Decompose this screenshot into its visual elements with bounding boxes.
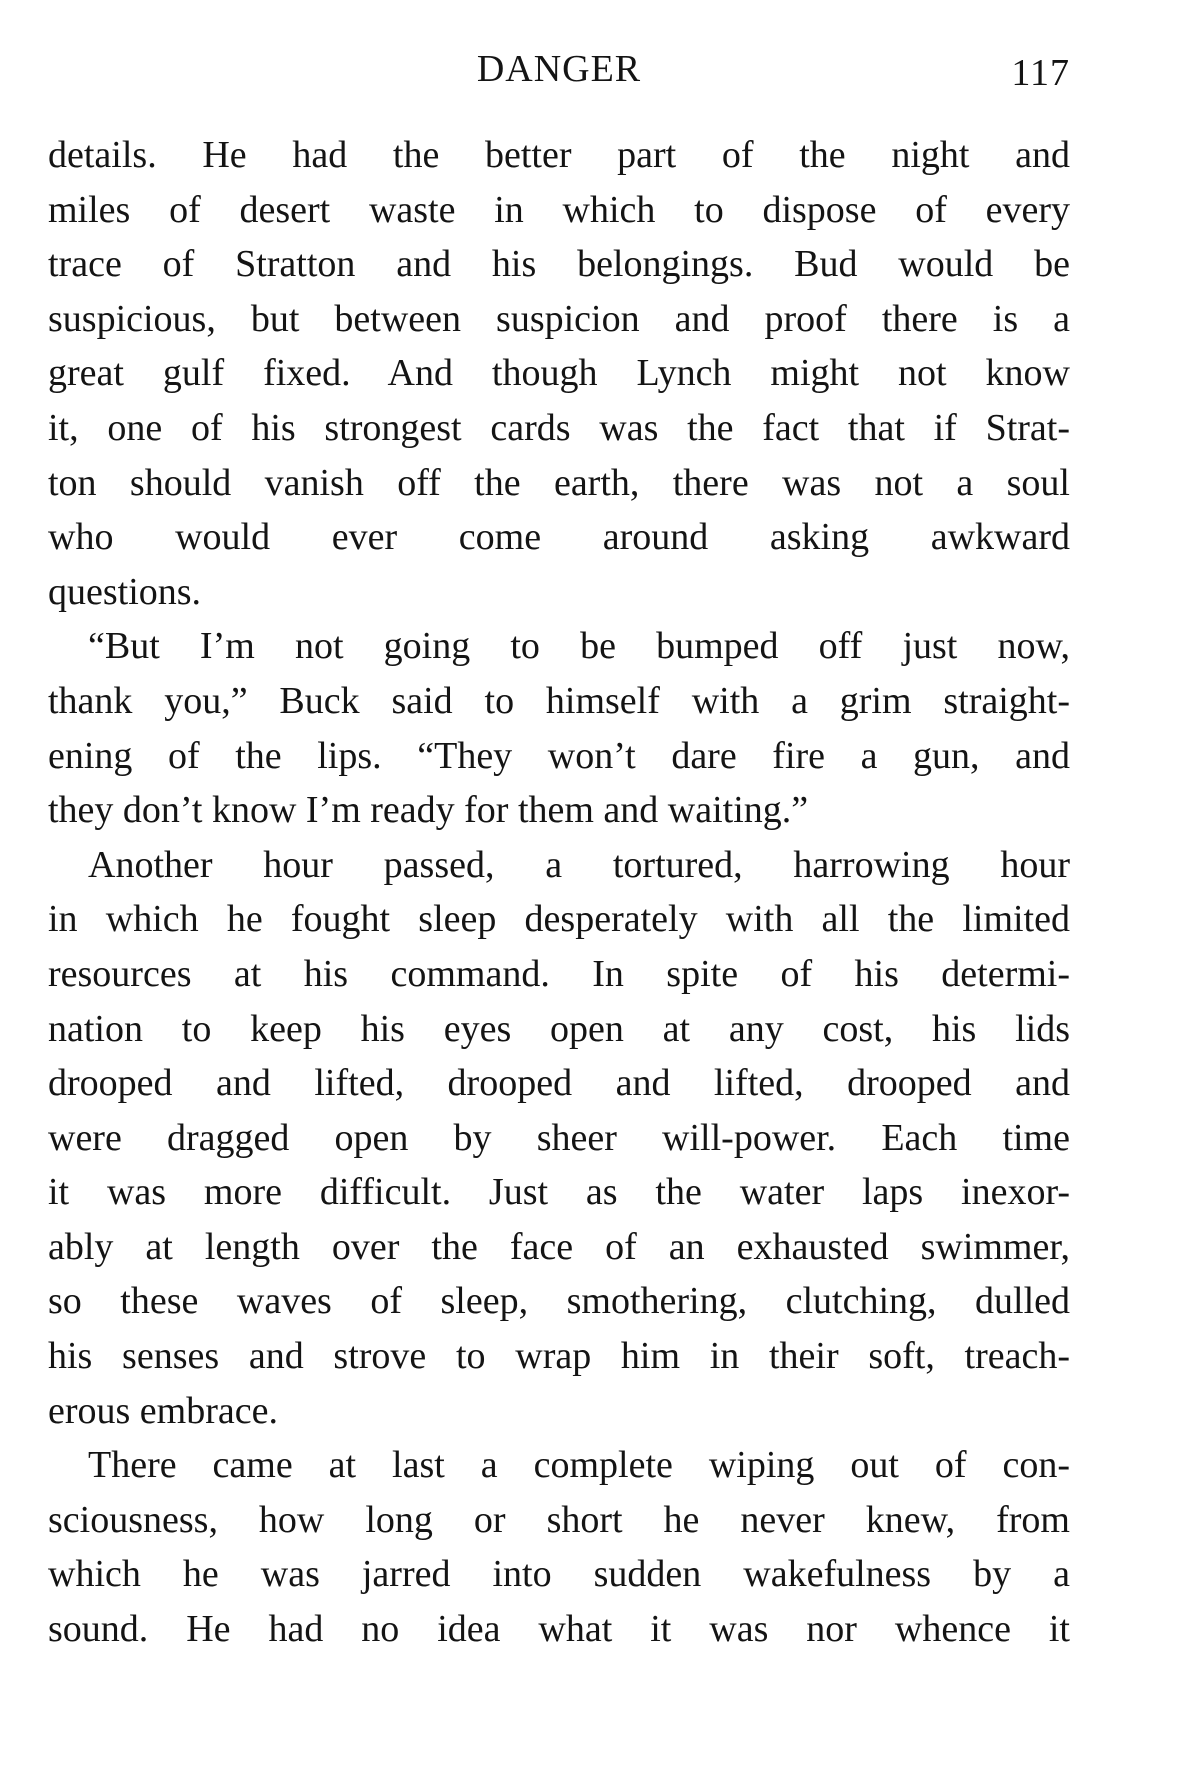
text-line: resources at his command. In spite of his determi- [48, 952, 1070, 995]
paragraph-1 [48, 128, 1070, 619]
paragraph-4 [48, 1438, 1070, 1656]
text-line: they don’t know I’m ready for them and waiting.” [48, 789, 809, 832]
text-line: ably at length over the face of an exhausted swimmer, [48, 1225, 1070, 1268]
paragraph-3 [48, 838, 1070, 1439]
text-line: miles of desert waste in which to dispose of every [48, 188, 1070, 231]
text-line: which he was jarred into sudden wakefulness by a [48, 1553, 1070, 1596]
running-title: DANGER [476, 48, 642, 90]
text-line: in which he fought sleep desperately with all the limited [48, 898, 1070, 941]
text-line: erous embrace. [48, 1389, 278, 1432]
text-line: who would ever come around asking awkward [48, 516, 1070, 559]
text-line: it, one of his strongest cards was the fact that if Strat- [48, 406, 1070, 449]
text-line: drooped and lifted, drooped and lifted, drooped and [48, 1062, 1070, 1105]
text-line: his senses and strove to wrap him in their soft, treach- [48, 1335, 1070, 1378]
body-text [48, 128, 1070, 1657]
text-line: There came at last a complete wiping out of con- [88, 1444, 1070, 1487]
text-line: were dragged open by sheer will-power. Each time [48, 1116, 1070, 1159]
text-line: trace of Stratton and his belongings. Bud would be [48, 243, 1070, 286]
text-line: thank you,” Buck said to himself with a grim straight- [48, 679, 1070, 722]
text-line: great gulf fixed. And though Lynch might not know [48, 352, 1070, 395]
text-line: ening of the lips. “They won’t dare fire a gun, and [48, 734, 1070, 777]
page-number: 117 [1011, 52, 1070, 94]
text-line: ton should vanish off the earth, there was not a soul [48, 461, 1070, 504]
running-head [48, 44, 1070, 94]
text-line: questions. [48, 570, 202, 613]
text-line: “But I’m not going to be bumped off just now, [88, 625, 1070, 668]
text-line: Another hour passed, a tortured, harrowing hour [88, 843, 1070, 886]
text-line: it was more difficult. Just as the water laps inexor- [48, 1171, 1070, 1214]
text-line: nation to keep his eyes open at any cost, his lids [48, 1007, 1070, 1050]
text-line: sound. He had no idea what it was nor whence it [48, 1608, 1070, 1651]
text-line: sciousness, how long or short he never knew, from [48, 1498, 1070, 1541]
text-line: details. He had the better part of the night and [48, 134, 1070, 176]
text-line: suspicious, but between suspicion and proof there is a [48, 297, 1070, 340]
paragraph-2 [48, 619, 1070, 837]
text-line: so these waves of sleep, smothering, clutching, dulled [48, 1280, 1070, 1323]
